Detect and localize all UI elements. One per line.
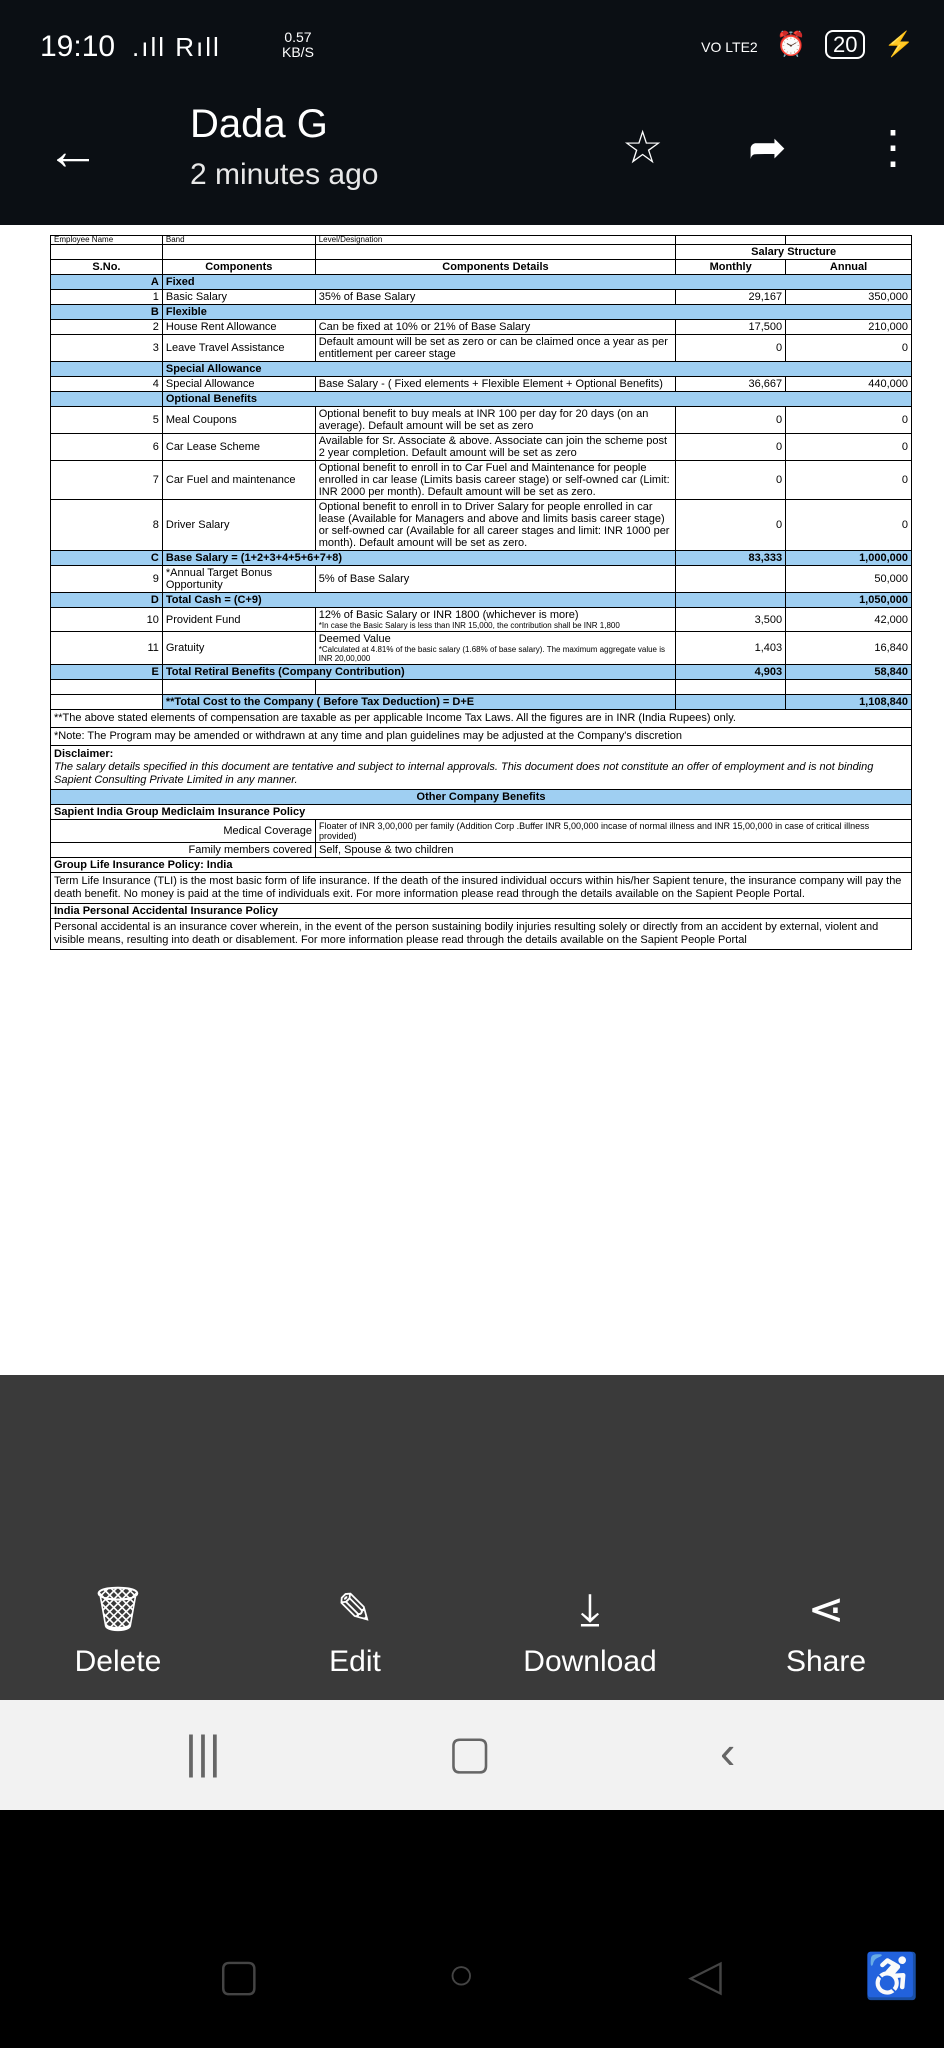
image-viewer[interactable]	[0, 225, 944, 1375]
total-label: Total Retiral Benefits (Company Contribution)	[162, 665, 675, 680]
section-label: Optional Benefits	[162, 392, 911, 407]
component-detail	[315, 608, 675, 632]
share-button[interactable]	[726, 1575, 926, 1679]
total-letter: C	[51, 551, 163, 566]
section-label: Flexible	[162, 305, 911, 320]
component-name: Special Allowance	[162, 377, 315, 392]
detail-text: Optional benefit to enroll in to Driver Salary for people enrolled in car lease (Available for Managers and above and limits basis career stage) or self-owned car (Available for all career stages and limit: INR 1000 per month). Default amount will be set as zero.	[318, 501, 670, 549]
section-letter: B	[51, 305, 163, 320]
mediclaim-title: Sapient India Group Mediclaim Insurance Policy	[50, 805, 912, 820]
annual-value: 42,000	[786, 608, 912, 632]
mediclaim-table	[50, 820, 912, 858]
component-row	[51, 461, 912, 500]
total-label: **Total Cost to the Company ( Before Tax Deduction) = D+E	[162, 695, 675, 710]
component-row	[51, 632, 912, 665]
total-annual: 1,000,000	[786, 551, 912, 566]
back-arrow-icon[interactable]: ←	[46, 121, 100, 181]
accessibility-icon[interactable]: ♿	[864, 1952, 919, 2001]
annual-value: 210,000	[786, 320, 912, 335]
column-header-row	[51, 260, 912, 275]
annual-value: 440,000	[786, 377, 912, 392]
back-icon[interactable]: ‹	[720, 1726, 736, 1778]
annual-value: 350,000	[786, 290, 912, 305]
pencil-icon: ✎	[336, 1585, 374, 1634]
component-name: Gratuity	[162, 632, 315, 665]
detail-text: Optional benefit to buy meals at INR 100 per day for 20 days (on an average). Default amount will be set as zero	[318, 408, 649, 432]
monthly-value: 0	[676, 434, 786, 461]
triangle-back-icon[interactable]: ◁	[688, 1951, 722, 2000]
app-bar	[0, 100, 944, 225]
section-label: Special Allowance	[162, 362, 911, 377]
component-row	[51, 500, 912, 551]
accident-insurance-text: Personal accidental is an insurance cover wherein, in the event of the person sustaining bodily injuries resulting solely or directly from an accident by external, violent and visible means, resulting into death or disablement. For more information please read through the details available on the Sapient People Portal	[50, 919, 912, 950]
section-row	[51, 392, 912, 407]
total-label: Base Salary = (1+2+3+4+5+6+7+8)	[162, 551, 675, 566]
monthly-value: 0	[676, 461, 786, 500]
status-time: 19:10	[40, 30, 116, 63]
section-label: Fixed	[162, 275, 911, 290]
blank-cell	[786, 680, 912, 695]
detail-text: Base Salary - ( Fixed elements + Flexible Element + Optional Benefits)	[318, 378, 663, 390]
blank-cell	[315, 680, 675, 695]
accident-insurance-title: India Personal Accidental Insurance Policy	[50, 904, 912, 919]
blank-cell	[676, 680, 786, 695]
section-row	[51, 305, 912, 320]
monthly-value: 17,500	[676, 320, 786, 335]
monthly-value: 0	[676, 335, 786, 362]
more-options-icon[interactable]: ⋮	[870, 121, 916, 173]
component-detail	[315, 632, 675, 665]
component-row	[51, 377, 912, 392]
row-number: 1	[51, 290, 163, 305]
section-letter	[51, 362, 163, 377]
family-value: Self, Spouse & two children	[316, 843, 912, 858]
detail-text: Optional benefit to enroll in to Car Fuel and Maintenance for people enrolled in car lease (Limits basis career stage) or self-owned car (Limit: INR 2000 per month). Default amount will be set as zero.	[318, 462, 670, 498]
network-speed	[282, 30, 314, 60]
col-header: Annual	[786, 260, 912, 275]
component-name: Driver Salary	[162, 500, 315, 551]
monthly-value: 3,500	[676, 608, 786, 632]
square-nav-icon[interactable]: ▢	[218, 1951, 260, 2000]
component-detail	[315, 407, 675, 434]
row-number: 3	[51, 335, 163, 362]
row-number: 7	[51, 461, 163, 500]
download-label: Download	[523, 1645, 657, 1678]
total-row	[51, 551, 912, 566]
total-annual: 1,108,840	[786, 695, 912, 710]
annual-value: 50,000	[786, 566, 912, 593]
medical-label: Medical Coverage	[51, 820, 316, 843]
home-icon[interactable]: ▢	[448, 1726, 492, 1778]
edit-button[interactable]	[255, 1575, 455, 1679]
row-number: 2	[51, 320, 163, 335]
component-row	[51, 608, 912, 632]
section-row	[51, 275, 912, 290]
detail-text: Available for Sr. Associate & above. Associate can join the scheme post 2 year completion. Default amount will be set as zero	[318, 435, 668, 459]
other-benefits-title: Other Company Benefits	[50, 790, 912, 805]
total-annual: 1,050,000	[786, 593, 912, 608]
star-icon[interactable]: ☆	[622, 121, 664, 173]
annual-value: 0	[786, 434, 912, 461]
life-insurance-text: Term Life Insurance (TLI) is the most basic form of life insurance. If the death of the insured individual occurs within his/her Sapient tenure, the insurance company will pay the death benefit. No money is paid at the time of individuals exit. For more information please read through the details available on the Sapient People Portal.	[50, 873, 912, 904]
group-header-row	[51, 245, 912, 260]
annual-value: 16,840	[786, 632, 912, 665]
component-detail	[315, 320, 675, 335]
share-label: Share	[785, 1645, 867, 1678]
ctc-row	[51, 695, 912, 710]
trash-icon: 🗑	[90, 1585, 146, 1634]
component-detail	[315, 335, 675, 362]
monthly-value: 0	[676, 500, 786, 551]
recent-apps-icon[interactable]: |||	[185, 1726, 221, 1778]
annual-value: 0	[786, 461, 912, 500]
detail-text: Can be fixed at 10% or 21% of Base Salary	[318, 321, 531, 333]
salary-table	[50, 235, 912, 710]
alarm-icon: ⏰	[776, 31, 807, 58]
section-letter	[51, 392, 163, 407]
total-monthly	[676, 695, 786, 710]
blank-cell	[162, 680, 315, 695]
delete-button[interactable]	[18, 1575, 218, 1679]
component-name: Car Fuel and maintenance	[162, 461, 315, 500]
blank-cell	[51, 680, 163, 695]
detail-text: Deemed Value	[318, 633, 391, 645]
annual-value: 0	[786, 407, 912, 434]
blank-row	[51, 680, 912, 695]
speed-unit: KB/S	[282, 44, 314, 60]
row-number: 10	[51, 608, 163, 632]
delete-label: Delete	[74, 1645, 162, 1678]
system-nav-bar	[0, 1810, 944, 2048]
detail-text: Default amount will be set as zero or can be claimed once a year as per entitlement per career stage	[318, 336, 668, 360]
total-monthly: 4,903	[676, 665, 786, 680]
edit-label: Edit	[329, 1645, 381, 1678]
download-icon: ⤓	[580, 1585, 600, 1634]
sender-name: Dada G	[190, 102, 328, 146]
program-note: *Note: The Program may be amended or withdrawn at any time and plan guidelines may be adjusted at the Company's discretion	[50, 728, 912, 746]
component-name: Leave Travel Assistance	[162, 335, 315, 362]
component-detail	[315, 500, 675, 551]
row-number: 5	[51, 407, 163, 434]
component-detail	[315, 461, 675, 500]
section-row	[51, 362, 912, 377]
top-cut-cell: Level/Designation	[315, 236, 675, 245]
detail-text: 12% of Basic Salary or INR 1800 (whichever is more)	[318, 609, 579, 621]
row-number: 8	[51, 500, 163, 551]
family-label: Family members covered	[51, 843, 316, 858]
viewer-background	[0, 1375, 944, 1575]
total-monthly: 83,333	[676, 551, 786, 566]
component-name: *Annual Target Bonus Opportunity	[162, 566, 315, 593]
row-number: 6	[51, 434, 163, 461]
col-header: Monthly	[676, 260, 786, 275]
component-row	[51, 335, 912, 362]
top-cut-cell: Band	[162, 236, 315, 245]
row-number: 9	[51, 566, 163, 593]
component-row	[51, 320, 912, 335]
component-name: Provident Fund	[162, 608, 315, 632]
monthly-value: 29,167	[676, 290, 786, 305]
status-right	[689, 30, 914, 59]
component-detail	[315, 566, 675, 593]
component-detail	[315, 290, 675, 305]
share-icon: ⋖	[807, 1585, 845, 1634]
tax-note: **The above stated elements of compensation are taxable as per applicable Income Tax Laws. All the figures are in INR (India Rupees) only.	[50, 710, 912, 728]
detail-note: *Calculated at 4.81% of the basic salary (1.68% of base salary). The maximum aggregate value is INR 20,00,000	[318, 645, 665, 663]
status-bar	[0, 0, 944, 100]
section-letter: A	[51, 275, 163, 290]
download-button[interactable]	[490, 1575, 690, 1679]
total-label: Total Cash = (C+9)	[162, 593, 675, 608]
circle-nav-icon[interactable]: ○	[448, 1950, 475, 1999]
salary-document	[50, 235, 912, 950]
component-detail	[315, 434, 675, 461]
medical-value: Floater of INR 3,00,000 per family (Addition Corp .Buffer INR 5,00,000 incase of normal illness and INR 15,00,000 in case of critical illness provided)	[316, 820, 912, 843]
speed-value: 0.57	[284, 29, 312, 45]
salary-structure-header: Salary Structure	[676, 245, 912, 260]
signal-icon: .ıll Rıll	[132, 32, 221, 62]
charging-icon: ⚡	[884, 31, 914, 58]
total-row	[51, 593, 912, 608]
disclaimer-title: Disclaimer:	[54, 748, 114, 760]
total-letter: D	[51, 593, 163, 608]
forward-icon[interactable]: ➦	[748, 121, 787, 173]
component-row	[51, 407, 912, 434]
monthly-value: 36,667	[676, 377, 786, 392]
component-row	[51, 434, 912, 461]
total-row	[51, 665, 912, 680]
annual-value: 0	[786, 335, 912, 362]
component-row	[51, 290, 912, 305]
col-header: Components	[162, 260, 315, 275]
monthly-value: 1,403	[676, 632, 786, 665]
action-bar	[0, 1575, 944, 1700]
component-name: Basic Salary	[162, 290, 315, 305]
component-name: Meal Coupons	[162, 407, 315, 434]
top-cut-row	[51, 236, 912, 245]
disclaimer	[50, 746, 912, 790]
life-insurance-title: Group Life Insurance Policy: India	[50, 858, 912, 873]
annual-value: 0	[786, 500, 912, 551]
disclaimer-text: The salary details specified in this document are tentative and subject to internal approvals. This document does not constitute an offer of employment and is not binding Sapient Consulting Private Limited in any manner.	[54, 761, 874, 786]
detail-text: 35% of Base Salary	[318, 291, 416, 303]
monthly-value	[676, 566, 786, 593]
col-header: Components Details	[315, 260, 675, 275]
total-monthly	[676, 593, 786, 608]
app-nav-bar	[0, 1700, 944, 1810]
component-name: House Rent Allowance	[162, 320, 315, 335]
component-name: Car Lease Scheme	[162, 434, 315, 461]
network-type: VO LTE2	[701, 39, 758, 55]
total-letter	[51, 695, 163, 710]
col-header: S.No.	[51, 260, 163, 275]
monthly-value: 0	[676, 407, 786, 434]
top-cut-cell: Employee Name	[51, 236, 163, 245]
component-row	[51, 566, 912, 593]
timestamp: 2 minutes ago	[190, 158, 379, 191]
total-annual: 58,840	[786, 665, 912, 680]
row-number: 11	[51, 632, 163, 665]
battery-indicator: 20	[825, 30, 865, 59]
row-number: 4	[51, 377, 163, 392]
detail-text: 5% of Base Salary	[318, 573, 410, 585]
component-detail	[315, 377, 675, 392]
detail-note: *In case the Basic Salary is less than INR 15,000, the contribution shall be INR 1,800	[318, 621, 620, 630]
total-letter: E	[51, 665, 163, 680]
